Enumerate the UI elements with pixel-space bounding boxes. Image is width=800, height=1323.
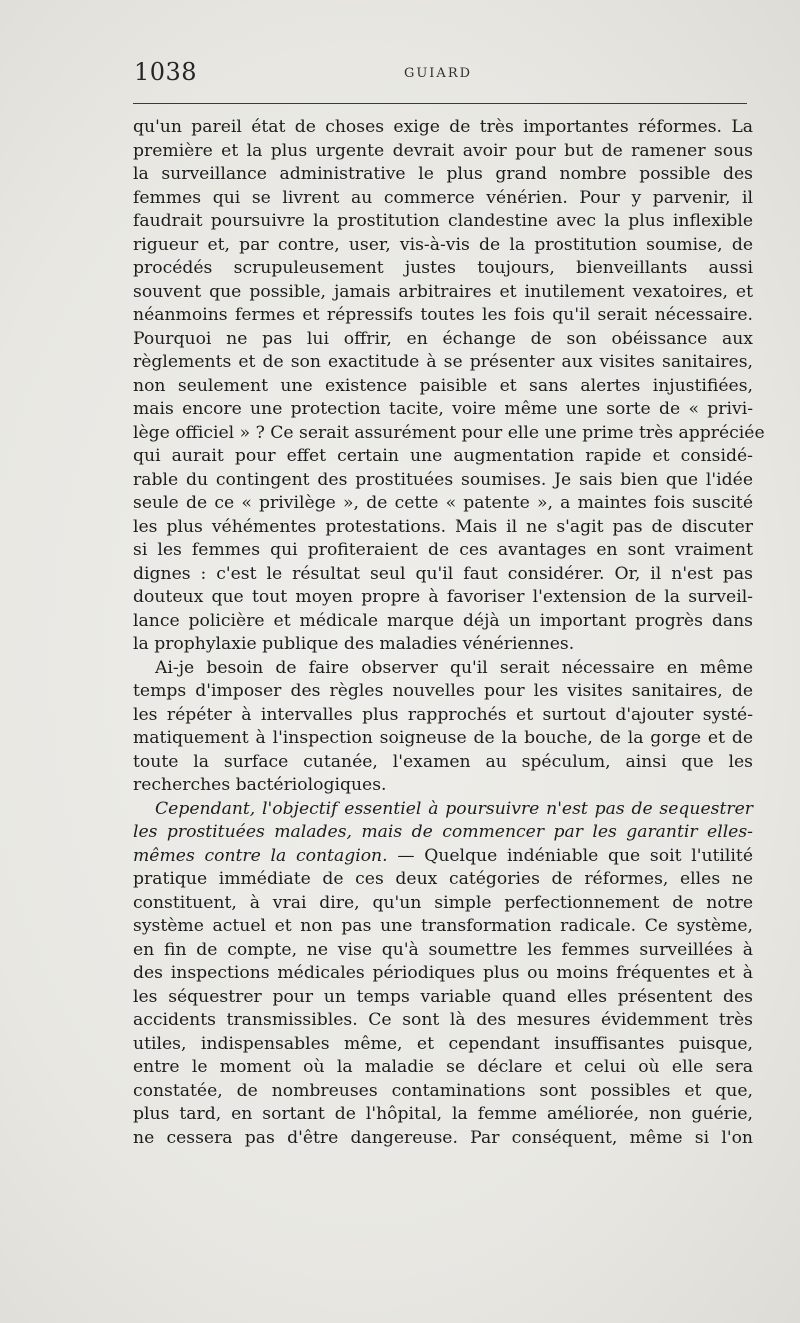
text-line [133,868,753,892]
text-line [133,375,753,399]
text-line [133,140,753,164]
line-text: la surveillance administrative le plus grand nombre possible des [133,164,753,184]
italic-text: mêmes contre la contagion. [133,845,388,866]
line-text: faudrait poursuivre la prostitution clandestine avec la plus inflexible [133,211,753,231]
text-line [133,633,753,657]
text-line [133,821,753,845]
text-line [133,680,753,704]
line-text: lège officiel » ? Ce serait assurément pour elle une prime très appréciée [133,422,765,443]
text-line [133,727,753,751]
line-text: entre le moment où la maladie se déclare et celui où elle sera [133,1057,753,1077]
line-text: matiquement à l'inspection soigneuse de la bouche, de la gorge et de [133,728,753,748]
line-text: néanmoins fermes et répressifs toutes les fois qu'il serait nécessaire. [133,305,753,325]
text-line [133,1056,753,1080]
line-text: recherches bactériologiques. [133,775,387,795]
line-text: douteux que tout moyen propre à favoriser l'extension de la surveil- [133,587,753,607]
line-text: les séquestrer pour un temps variable quand elles présentent des [133,986,753,1007]
text-line [133,986,753,1010]
text-line [133,610,753,634]
running-head: GUIARD [403,66,473,81]
text-line [133,516,753,540]
line-text: seule de ce « privilège », de cette « patente », a maintes fois suscité [133,493,753,513]
text-line [133,163,753,187]
line-text: constatée, de nombreuses contaminations sont possibles et que, [133,1080,753,1101]
text-line [133,798,753,822]
text-line [133,1033,753,1057]
text-line [133,1127,753,1151]
text-line [133,774,753,798]
line-text: procédés scrupuleusement justes toujours, bienveillants aussi [133,258,753,278]
text-line [133,892,753,916]
line-text: qu'un pareil état de choses exige de très importantes réformes. La [133,117,753,137]
line-text: les plus véhémentes protestations. Mais il ne s'agit pas de discuter [133,516,753,537]
line-text: Ai-je besoin de faire observer qu'il serait nécessaire en même [155,657,753,678]
text-line [133,492,753,516]
line-text: système actuel et non pas une transformation radicale. Ce système, [133,916,753,936]
text-line [133,1009,753,1033]
text-line [133,539,753,563]
text-line [133,304,753,328]
line-text: lance policière et médicale marque déjà un important progrès dans [133,610,753,631]
text-line [133,257,753,281]
text-line [133,915,753,939]
text-line [133,586,753,610]
text-line [133,563,753,587]
text-line [133,328,753,352]
text-line [133,751,753,775]
text-line [133,422,765,446]
text-line [133,281,753,305]
text-line [133,234,753,258]
line-text: utiles, indispensables même, et cependant insuffisantes puisque, [133,1033,753,1054]
line-text: rable du contingent des prostituées soumises. Je sais bien que l'idée [133,469,753,490]
line-text: les répéter à intervalles plus rapprochés et surtout d'ajouter systé- [133,704,753,725]
italic-text: les prostituées malades, mais de commencer par les garantir elles- [133,822,753,842]
italic-text: Cependant, l'objectif essentiel à poursuivre n'est pas de sequestrer [155,798,753,819]
text-line [133,351,753,375]
line-text: non seulement une existence paisible et sans alertes injustifiées, [133,375,753,396]
line-text: règlements et de son exactitude à se présenter aux visites sanitaires, [133,352,753,372]
line-text: plus tard, en sortant de l'hôpital, la femme améliorée, non guérie, [133,1104,753,1124]
text-line [133,398,753,422]
line-text: femmes qui se livrent au commerce vénérien. Pour y parvenir, il [133,187,753,208]
text-line [133,116,753,140]
line-text: Pourquoi ne pas lui offrir, en échange de son obéissance aux [133,328,753,349]
line-text: souvent que possible, jamais arbitraires et inutilement vexatoires, et [133,281,753,302]
text-line [133,1103,753,1127]
line-text: si les femmes qui profiteraient de ces avantages en sont vraiment [133,540,753,560]
line-text: ne cessera pas d'être dangereuse. Par conséquent, même si l'on [133,1127,753,1148]
text-line [133,845,753,869]
line-text: rigueur et, par contre, user, vis-à-vis de la prostitution soumise, de [133,234,753,255]
line-text: la prophylaxie publique des maladies vénériennes. [133,634,575,654]
text-line [133,939,753,963]
text-line [133,187,753,211]
line-text: mais encore une protection tacite, voire même une sorte de « privi- [133,399,753,419]
text-line [133,210,753,234]
text-line [133,1080,753,1104]
text-line [133,962,753,986]
header-rule [133,103,747,104]
line-text-tail: — Quelque indéniable que soit l'utilité [387,845,753,866]
line-text: dignes : c'est le résultat seul qu'il faut considérer. Or, il n'est pas [133,563,753,584]
text-line [133,469,753,493]
page-number: 1038 [134,58,198,86]
line-text: accidents transmissibles. Ce sont là des mesures évidemment très [133,1010,753,1030]
body-text [133,116,765,1150]
line-text: des inspections médicales périodiques plus ou moins fréquentes et à [133,963,753,983]
line-text: première et la plus urgente devrait avoir pour but de ramener sous [133,140,753,161]
line-text: temps d'imposer des règles nouvelles pour les visites sanitaires, de [133,681,753,701]
line-text: qui aurait pour effet certain une augmentation rapide et considé- [133,446,753,466]
text-line [133,657,753,681]
line-text: pratique immédiate de ces deux catégories de réformes, elles ne [133,869,753,889]
text-line [133,445,753,469]
line-text: constituent, à vrai dire, qu'un simple perfectionnement de notre [133,892,753,913]
text-line [133,704,753,728]
page-header [128,58,748,88]
line-text: toute la surface cutanée, l'examen au spéculum, ainsi que les [133,751,753,772]
line-text: en fin de compte, ne vise qu'à soumettre les femmes surveillées à [133,939,753,960]
